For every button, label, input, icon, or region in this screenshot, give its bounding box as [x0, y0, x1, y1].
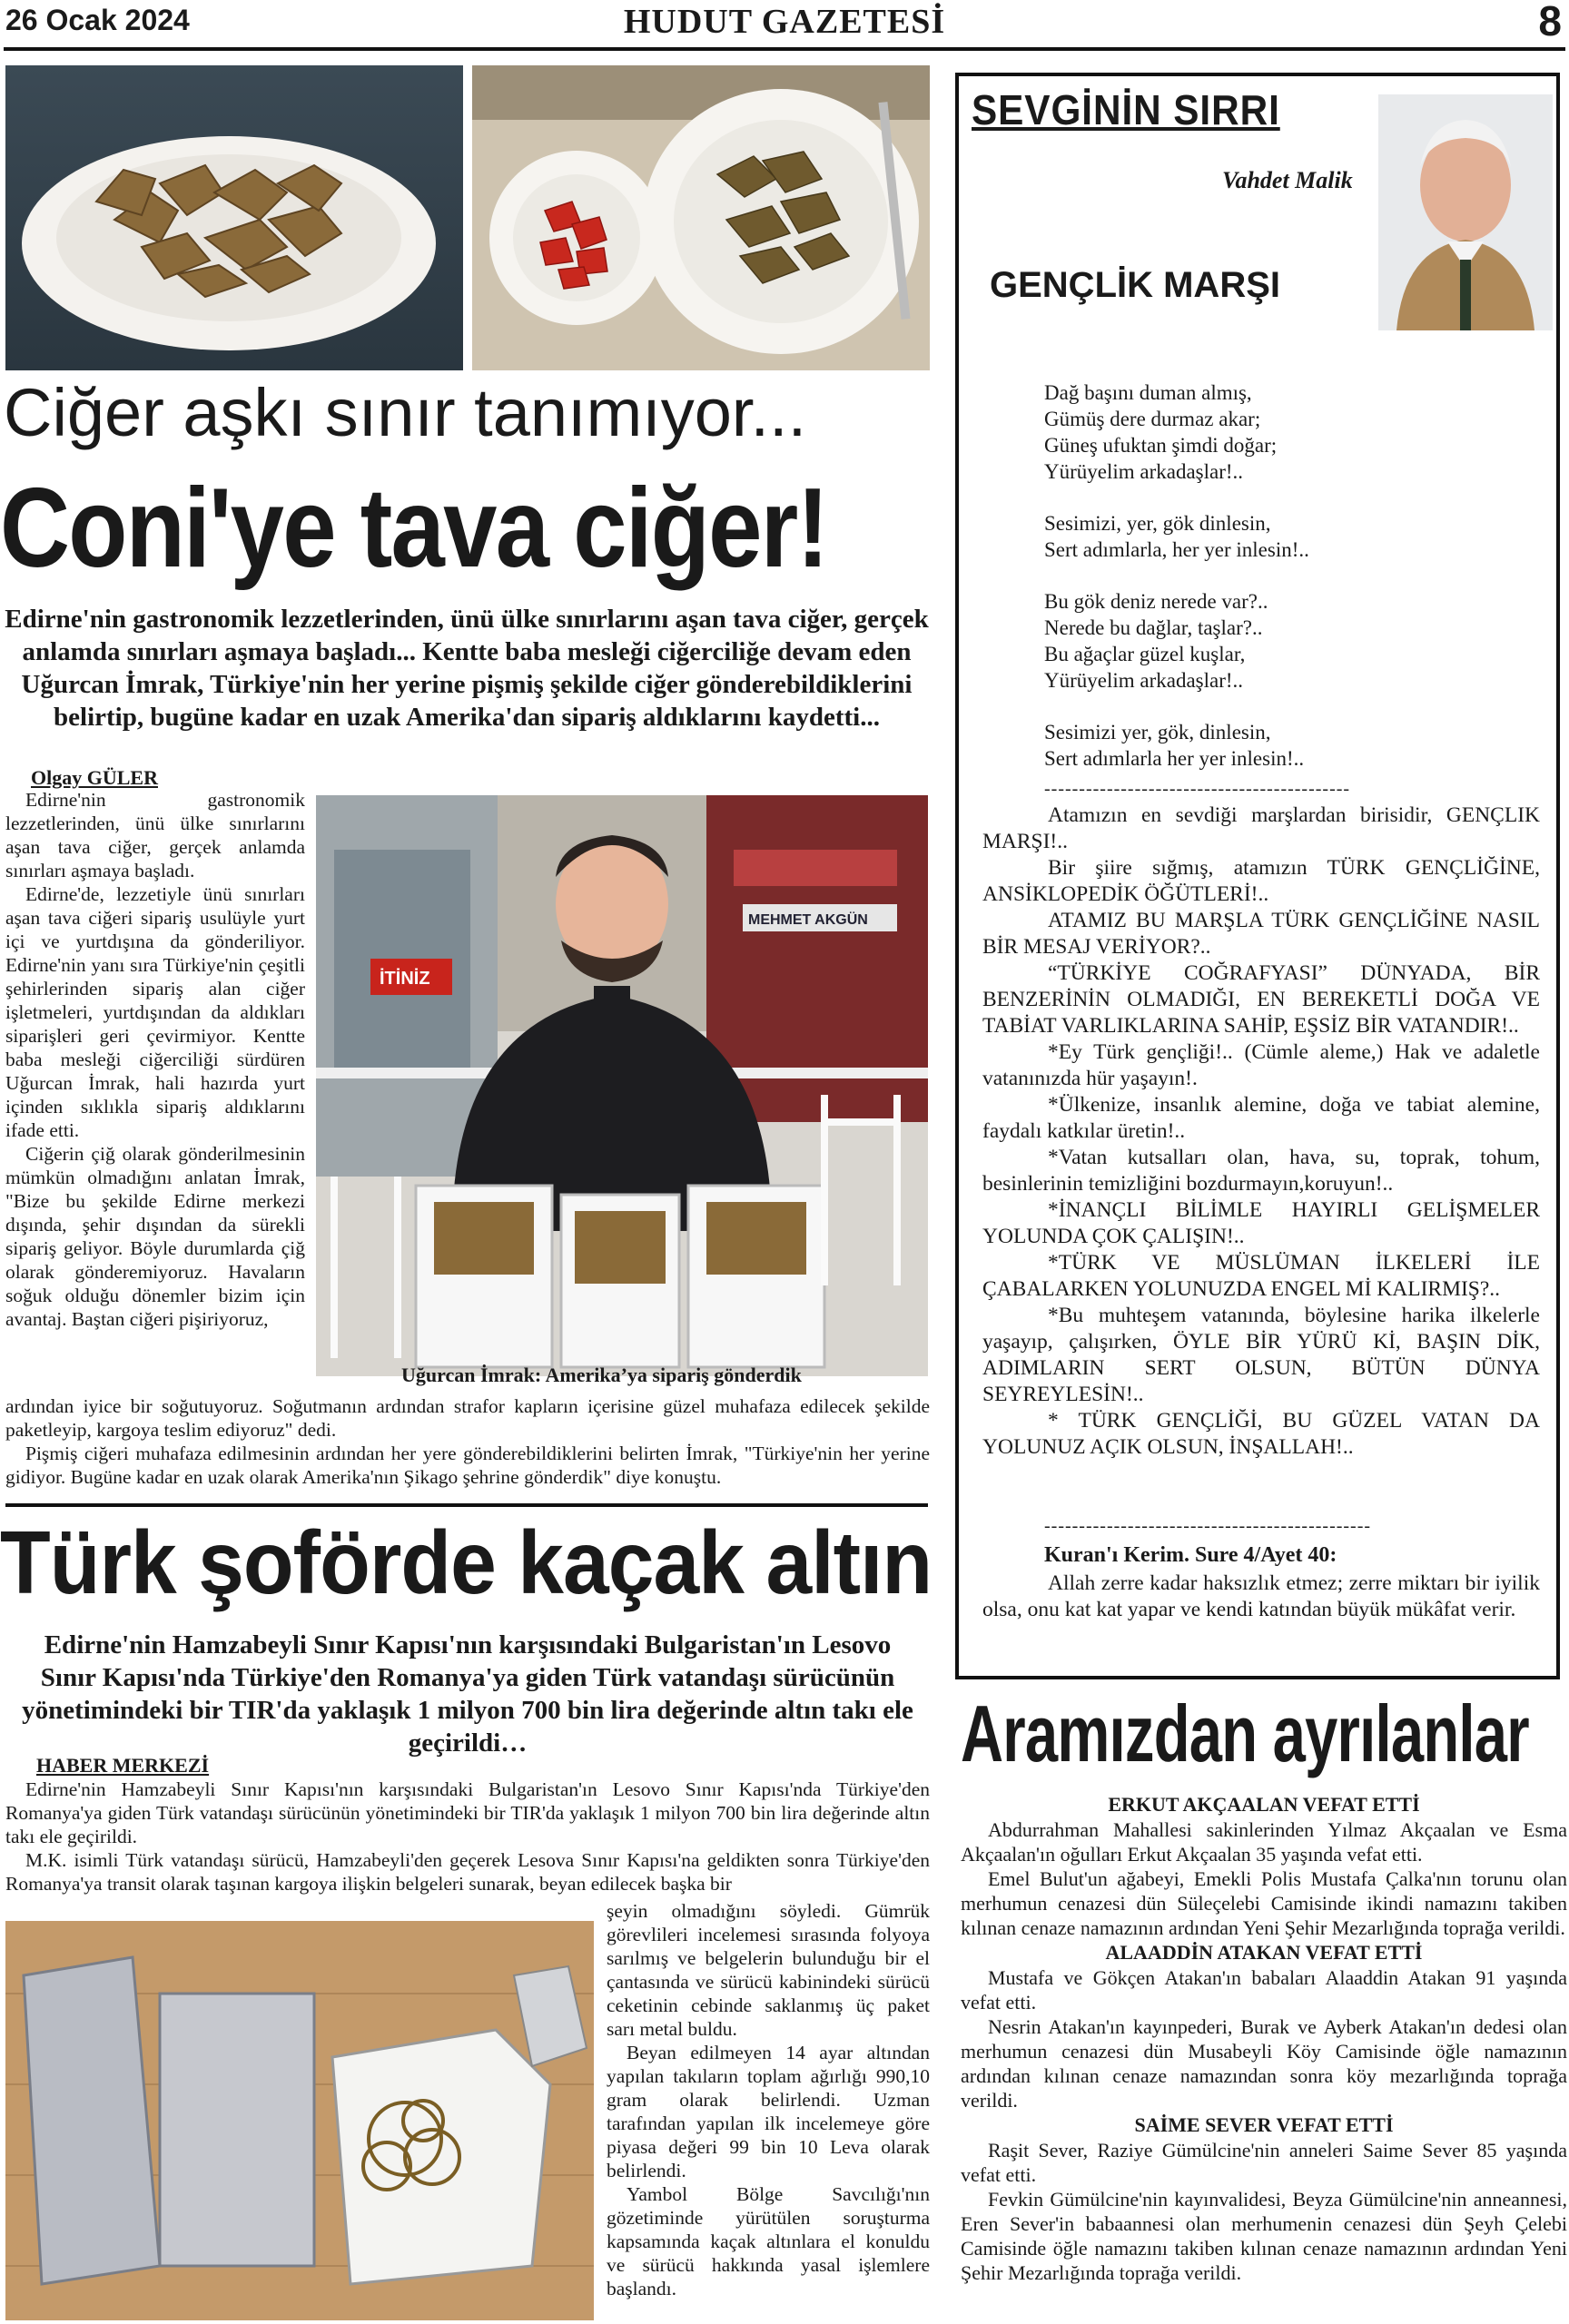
newspaper-name: HUDUT GAZETESİ: [623, 3, 946, 41]
paragraph: ATAMIZ BU MARŞLA TÜRK GENÇLİĞİNE NASIL BİR MESAJ VERİYOR?..: [982, 909, 1540, 959]
paragraph: *Ülkenize, insanlık alemine, doğa ve tabiat alemine, faydalı katkılar üretin!..: [982, 1093, 1540, 1143]
poem-title: GENÇLİK MARŞI: [990, 265, 1280, 305]
obituary-title: ERKUT AKÇAALAN VEFAT ETTİ: [1108, 1793, 1420, 1816]
article2-headline: Türk şoförde kaçak altın: [0, 1512, 933, 1612]
paragraph: Beyan edilmeyen 14 ayar altından yapılan takıların toplam ağırlığı 990,10 gram olarak belirlendi. Uzman tarafından yapılan ilk incelemeye göre piyasa değeri 99 bin 10 Leva olarak belirlendi.: [607, 2042, 930, 2181]
paragraph: Pişmiş ciğeri muhafaza edilmesinin ardından her yere gönderebildiklerini belirten İmrak, "Türkiye'nin her yerine gidiyor. Bugüne kadar en uzak olarak Amerika'nın Şikago şehrine gönderdik" diye konuştu.: [5, 1443, 930, 1488]
paragraph: M.K. isimli Türk vatandaşı sürücü, Hamzabeyli'den geçerek Lesova Sınır Kapısı'na geldikten sonra Türkiye'den Romanya'ya transit olarak taşınan kargoya ilişkin belgeleri sunarak, beyan edilecek başka bir: [5, 1849, 930, 1895]
photo-sign-itiniz: İTİNİZ: [380, 969, 430, 989]
paragraph: *Ey Türk gençliği!.. (Cümle aleme,) Hak ve adaletle vatanınızda hür yaşayın!.: [982, 1040, 1540, 1090]
poem-stanza: Bu gök deniz nerede var?.. Nerede bu dağlar, taşlar?.. Bu ağaçlar güzel kuşlar, Yürüyelim arkadaşlar!..: [1044, 590, 1268, 692]
poem-stanza: Dağ başını duman almış, Gümüş dere durmaz akar; Güneş ufuktan şimdi doğar; Yürüyelim arkadaşlar!..: [1044, 381, 1278, 483]
paragraph: Fevkin Gümülcine'nin kayınvalidesi, Beyza Gümülcine'nin anneannesi, Eren Sever'in babaannesi olan merhumenin cenazesi dün Şeyh Çelebi Camisinde öğle namazını takiben kılınan cenaze namazının ardından Yeni Şehir Mezarlığında toprağa verildi.: [961, 2188, 1567, 2284]
quran-reference: Kuran'ı Kerim. Sure 4/Ayet 40:: [1044, 1543, 1337, 1567]
paragraph: Edirne'nin Hamzabeyli Sınır Kapısı'nın karşısındaki Bulgaristan'ın Lesovo Sınır Kapısı'nda Türkiye'den Romanya'ya giden Türk vatandaşı sürücünün yönetimindeki bir TIR'da yaklaşık 1 milyon 700 bin lira değerinde altın takı ele geçirildi.: [5, 1778, 930, 1847]
issue-date: 26 Ocak 2024: [5, 4, 190, 36]
article2-column-text: [607, 1899, 930, 2300]
paragraph: ardından iyice bir soğutuyoruz. Soğutmanın ardından strafor kapların içerisine güzel muhafaza edilecek şekilde paketleyip, kargoya teslim ediyoruz" dedi.: [5, 1395, 930, 1441]
poem-text: [1044, 379, 1534, 797]
paragraph: Bir şiire sığmış, atamızın TÜRK GENÇLİĞİNE, ANSİKLOPEDİK ÖĞÜTLERİ!..: [982, 856, 1540, 906]
masthead-rule: [4, 47, 1565, 51]
article2-top-text: [5, 1777, 930, 1896]
obituaries-list: [961, 1792, 1567, 2285]
author-portrait: [1378, 94, 1553, 330]
quran-text: Allah zerre kadar haksızlık etmez; zerre miktarı bir iyilik olsa, onu kat kat yapar ve kendi katından büyük mükâfat verir.: [982, 1571, 1540, 1621]
liver-tomato-photo: [472, 65, 930, 370]
paragraph: Abdurrahman Mahallesi sakinlerinden Yılmaz Akçaalan ve Esma Akçaalan'ın oğulları Erkut Akçaalan 35 yaşında vefat etti.: [961, 1818, 1567, 1866]
paragraph: Raşit Sever, Raziye Gümülcine'nin anneleri Saime Sever 85 yaşında vefat etti.: [961, 2139, 1567, 2186]
paragraph: *İNANÇLI BİLİMLE HAYIRLI GELİŞMELER YOLUNDA ÇOK ÇALIŞIN!..: [982, 1198, 1540, 1248]
obituaries-title: Aramızdan ayrılanlar: [961, 1689, 1529, 1778]
poem-stanza: Sesimizi yer, gök, dinlesin, Sert adımlarla her yer inlesin!..: [1044, 721, 1305, 770]
article1-headline: Coni'ye tava ciğer!: [0, 466, 828, 591]
paragraph: *Bu muhteşem vatanında, böylesine harika ilkelerle yaşayıp, çalışırken, ÖYLE BİR YÜRÜ Kİ, BAŞIN DİK, ADIMLARIN SERT OLSUN, BÜTÜN DÜNYA SEYREYLESİN!..: [982, 1304, 1540, 1406]
article1-column-text: [5, 788, 305, 1331]
liver-plate-photo: [5, 65, 463, 370]
paragraph: Yambol Bölge Savcılığı'nın gözetiminde yürütülen soruşturma kapsamında kaçak altınlara el konuldu ve sürücü hakkında yasal işlemlere başlandı.: [607, 2183, 930, 2299]
paragraph: Ciğerin çiğ olarak gönderilmesinin mümkün olmadığını anlatan İmrak, "Bize bu şekilde Edirne merkezi dışında, şehir dışından da sürekli sipariş geliyor. Böyle durumlarda çiğ olarak gönderemiyoruz. Havaların soğuk olduğu dönemler bizim için avantaj. Baştan ciğeri pişiriyoruz,: [5, 1143, 305, 1330]
paragraph: şeyin olmadığını söyledi. Gümrük görevlileri incelemesi sırasında folyoya sarılmış ve belgelerin bulunduğu bir el çantasında ve sürücü kabinindeki sürücü ceketinin cebinde saklanmış üç paket sarı metal buldu.: [607, 1900, 930, 2040]
article1-byline: Olgay GÜLER: [31, 766, 158, 789]
separator: -----------------------------------------------: [1044, 1516, 1372, 1536]
paragraph: Edirne'de, lezzetiyle ünü sınırları aşan tava ciğeri sipariş usulüyle yurt içi ve yurtdışına da gönderiliyor. Edirne'nin yanı sıra Türkiye'nin çeşitli şehirlerinden sipariş alan ciğer işletmeleri, yurtdışından da aldıkları siparişleri geri çevirmiyor. Kentte baba mesleği ciğerciliği sürdüren Uğurcan İmrak, hali hazırda yurt içinden sıklıkla sipariş aldıklarını ifade etti.: [5, 883, 305, 1141]
column-author: Vahdet Malik: [1222, 167, 1353, 193]
article1-kicker: Ciğer aşkı sınır tanımıyor...: [4, 375, 807, 450]
page-number: 8: [1538, 0, 1562, 44]
article1-wide-text: [5, 1394, 930, 1489]
article2-byline: HABER MERKEZİ: [36, 1754, 210, 1777]
paragraph: * TÜRK GENÇLİĞİ, BU GÜZEL VATAN DA YOLUNUZ AÇIK OLSUN, İNŞALLAH!..: [982, 1409, 1540, 1459]
article1-lead: Edirne'nin gastronomik lezzetlerinden, ünü ülke sınırlarını aşan tava ciğer, gerçek anlamda sınırları aşmaya başladı... Kentte baba mesleği ciğerciliğe devam eden Uğurcan İmrak, Türkiye'nin her yerine pişmiş şekilde ciğer gönderebildiklerini belirtip, bugüne kadar en uzak Amerika'dan sipariş aldıklarını kaydetti...: [5, 605, 929, 732]
obituary-title: ALAADDİN ATAKAN VEFAT ETTİ: [1105, 1941, 1423, 1964]
paragraph: “TÜRKİYE COĞRAFYASI” DÜNYADA, BİR BENZERİNİN OLMADIĞI, EN BEREKETLİ DOĞA VE TABİAT VARLIKLARINA SAHİP, EŞSİZ BİR VATANDIR!..: [982, 961, 1540, 1038]
paragraph: *Vatan kutsalları olan, hava, su, toprak, tohum, besinlerinin temizliğini bozdurmayın,koruyun!..: [982, 1146, 1540, 1196]
section-divider: [5, 1503, 928, 1507]
paragraph: Emel Bulut'un ağabeyi, Emekli Polis Mustafa Çalka'nın torunu olan merhumun cenazesi dün Süleçelebi Camisinde ikindi namazını takiben kılınan cenaze namazının ardından Yeni Şehir Mezarlığında toprağa verildi.: [961, 1867, 1567, 1939]
paragraph: Mustafa ve Gökçen Atakan'ın babaları Alaaddin Atakan 91 yaşında vefat etti.: [961, 1966, 1567, 2014]
column-essay: [982, 803, 1540, 1461]
column-title: SEVGİNİN SIRRI: [972, 86, 1280, 133]
photo-caption: Uğurcan İmrak: Amerika’ya sipariş gönderdik: [401, 1364, 802, 1386]
man-with-liver-boxes-photo: [316, 795, 928, 1376]
obituary-title: SAİME SEVER VEFAT ETTİ: [1134, 2113, 1394, 2136]
paragraph: Nesrin Atakan'ın kayınpederi, Burak ve Ayberk Atakan'ın dedesi olan merhumun cenazesi dün Musabeyli Köy Camisinde öğle namazının ardından kılınan cenaze namazından sonra köy mezarlığında toprağa verildi.: [961, 2015, 1567, 2112]
paragraph: Edirne'nin gastronomik lezzetlerinden, ünü ülke sınırlarını aşan tava ciğer, gerçek anlamda sınırları aşmaya başladı.: [5, 789, 305, 881]
paragraph: *TÜRK VE MÜSLÜMAN İLKELERİ İLE ÇABALARKEN YOLUNUZDA ENGEL Mİ KALIRMIŞ?..: [982, 1251, 1540, 1301]
paragraph: Atamızın en sevdiği marşlardan birisidir, GENÇLIK MARŞI!..: [982, 803, 1540, 853]
seized-gold-photo: [5, 1921, 594, 2320]
poem-stanza: Sesimizi, yer, gök dinlesin, Sert adımlarla, her yer inlesin!..: [1044, 512, 1309, 561]
article2-lead: Edirne'nin Hamzabeyli Sınır Kapısı'nın karşısındaki Bulgaristan'ın Lesovo Sınır Kapısı'nda Türkiye'den Romanya'ya giden Türk vatandaşı sürücünün yönetimindeki bir TIR'da yaklaşık 1 milyon 700 bin lira değerinde altın takı ele geçirildi…: [22, 1630, 913, 1758]
photo-sign-name: MEHMET AKGÜN: [748, 912, 868, 928]
separator: --------------------------------------------: [1044, 779, 1351, 799]
